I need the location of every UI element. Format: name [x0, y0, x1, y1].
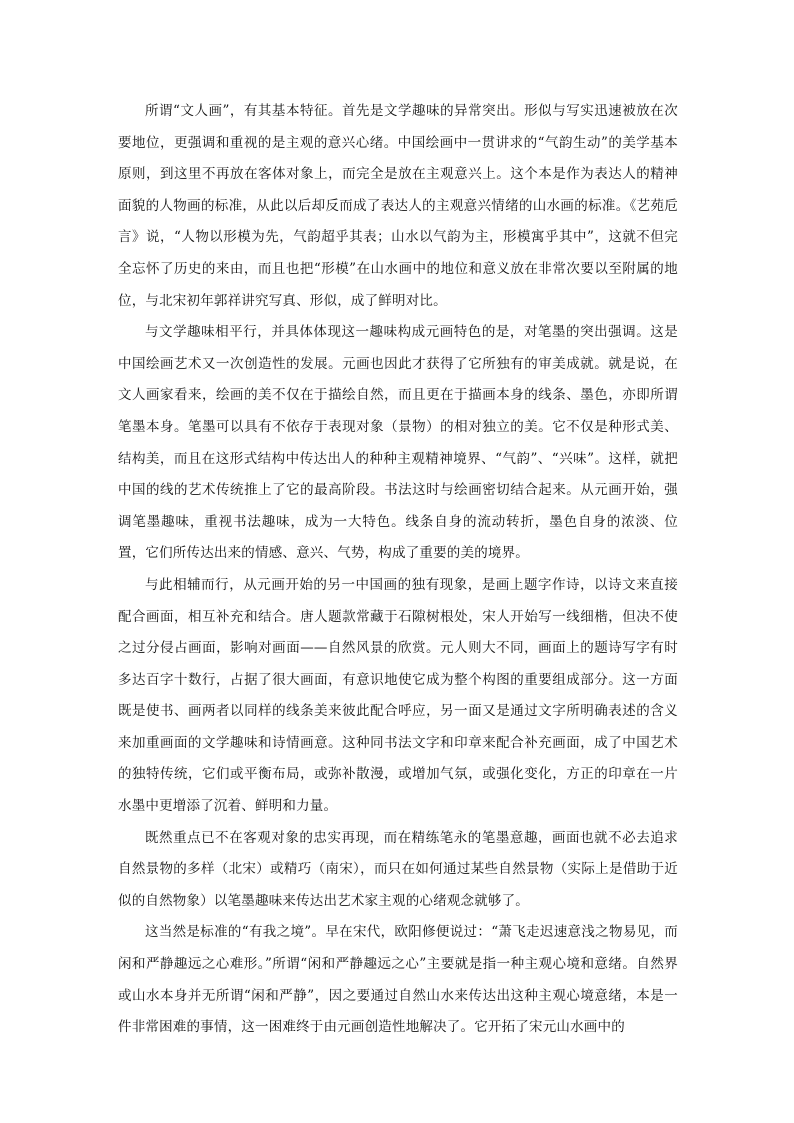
paragraph-1: 所谓“文人画”，有其基本特征。首先是文学趣味的异常突出。形似与写实迅速被放在次要地位，更强调和重视的是主观的意兴心绪。中国绘画中一贯讲求的“气韵生动”的美学基本原则，到这里不再放在客体对象上，而完全是放在主观意兴上。这个本是作为表达人的精神面貌的人物画的标准，从此以后却反而成了表达人的主观意兴情绪的山水画的标准。《艺苑卮言》说，“人物以形模为先，气韵超乎其表；山水以气韵为主，形模寓乎其中”，这就不但完全忘怀了历史的来由，而且也把“形模”在山水画中的地位和意义放在非常次要以至附属的地位，与北宋初年郭祥讲究写真、形似，成了鲜明对比。 — [118, 103, 678, 309]
paragraph-4: 既然重点已不在客观对象的忠实再现，而在精练笔永的笔墨意趣，画面也就不必去追求自然景物的多样（北宋）或精巧（南宋），而只在如何通过某些自然景物（实际上是借助于近似的自然物象）以笔墨趣味来传达出艺术家主观的心绪观念就够了。 — [118, 829, 678, 909]
paragraph-2: 与文学趣味相平行，并具体体现这一趣味构成元画特色的是，对笔墨的突出强调。这是中国绘画艺术又一次创造性的发展。元画也因此才获得了它所独有的审美成就。就是说，在文人画家看来，绘画的美不仅在于描绘自然，而且更在于描画本身的线条、墨色，亦即所谓笔墨本身。笔墨可以具有不依存于表现对象（景物）的相对独立的美。它不仅是种形式美、结构美，而且在这形式结构中传达出人的种种主观精神境界、“气韵”、“兴味”。这样，就把中国的线的艺术传统推上了它的最高阶段。书法这时与绘画密切结合起来。从元画开始，强调笔墨趣味，重视书法趣味，成为一大特色。线条自身的流动转折，墨色自身的浓淡、位置，它们所传达出来的情感、意兴、气势，构成了重要的美的境界。 — [118, 324, 678, 562]
paragraph-3: 与此相辅而行，从元画开始的另一中国画的独有现象，是画上题字作诗，以诗文来直接配合画面，相互补充和结合。唐人题款常藏于石隙树根处，宋人开始写一线细楷，但决不使之过分侵占画面，影响对画面——自然风景的欣赏。元人则大不同，画面上的题诗写字有时多达百字十数行，占据了很大画面，有意识地使它成为整个构图的重要组成部分。这一方面既是使书、画两者以同样的线条美来彼此配合呼应，另一面又是通过文字所明确表述的含义来加重画面的文学趣味和诗情画意。这种同书法文字和印章来配合补充画面，成了中国艺术的独特传统，它们或平衡布局，或弥补散漫，或增加气氛，或强化变化，方正的印章在一片水墨中更增添了沉着、鲜明和力量。 — [118, 576, 678, 815]
document-page — [118, 96, 678, 1044]
paragraph-5: 这当然是标准的“有我之境”。早在宋代，欧阳修便说过：“萧飞走迟速意浅之物易见，而闲和严静趣远之心难形。”所谓“闲和严静趣远之心”主要就是指一种主观心境和意绪。自然界或山水本身并无所谓“闲和严静”，因之要通过自然山水来传达出这种主观心境意绪，本是一件非常困难的事情，这一困难终于由元画创造性地解决了。它开拓了宋元山水画中的 — [118, 924, 678, 1036]
